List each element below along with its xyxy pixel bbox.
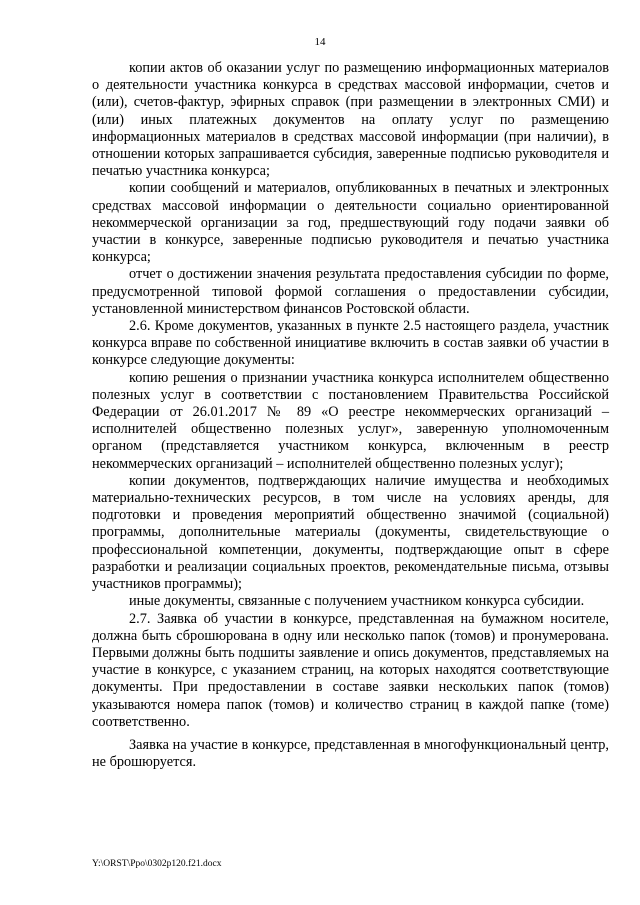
paragraph-service-acts: копии актов об оказании услуг по размещению информационных материалов о деятельности участника конкурса в средствах массовой информации, счетов и (или), счетов-фактур, эфирных справок (при размещении в электронных СМИ) и (или) иных платежных документов на оплату услуг по размещению информационных материалов в средствах массовой информации (при наличии), в отношении которых запрашивается субсидия, заверенные подписью руководителя и печатью участника конкурса; xyxy=(92,60,609,180)
document-body xyxy=(92,60,609,771)
page-number: 14 xyxy=(314,36,326,48)
paragraph-section-2-6: 2.6. Кроме документов, указанных в пункте 2.5 настоящего раздела, участник конкурса вправе по собственной инициативе включить в состав заявки об участии в конкурсе следующие документы: xyxy=(92,318,609,369)
paragraph-mfc-application: Заявка на участие в конкурсе, представленная в многофункциональный центр, не брошюруется. xyxy=(92,736,609,771)
paragraph-other-documents: иные документы, связанные с получением участником конкурса субсидии. xyxy=(129,593,585,610)
paragraph-result-report: отчет о достижении значения результата предоставления субсидии по форме, предусмотренной типовой формой соглашения о предоставлении субсидии, установленной министерством финансов Ростовской области. xyxy=(92,266,609,317)
paragraph-media-publications: копии сообщений и материалов, опубликованных в печатных и электронных средствах массовой информации о деятельности социально ориентированной некоммерческой организации за год, предшествующий году подачи заявки об участии в конкурсе, заверенные подписью руководителя и печатью участника конкурса; xyxy=(92,180,609,266)
footer-file-path: Y:\ORST\Ppo\0302p120.f21.docx xyxy=(92,859,222,869)
paragraph-public-services-decision: копию решения о признании участника конкурса исполнителем общественно полезных услуг в соответствии с постановлением Правительства Российской Федерации от 26.01.2017 № 89 «О реестре некоммерческих организаций – исполнителей общественно полезных услуг», заверенную уполномоченным органом (представляется участником конкурса, включенным в реестр некоммерческих организаций – исполнителей общественно полезных услуг); xyxy=(92,369,609,472)
paragraph-property-documents: копии документов, подтверждающих наличие имущества и необходимых материально-технических ресурсов, в том числе на условиях аренды, для подготовки и проведения мероприятий общественно значимой (социальной) программы, дополнительные материалы (документы, свидетельствующие о профессиональной компетенции, документы, подтверждающие опыт в сфере разработки и реализации социальных проектов, рекомендательные письма, отзывы участников программы); xyxy=(92,472,609,593)
paragraph-section-2-7: 2.7. Заявка об участии в конкурсе, представленная на бумажном носителе, должна быть сброшюрована в одну или несколько папок (томов) и пронумерована. Первыми должны быть подшиты заявление и опись документов, представляемых на участие в конкурсе, с указанием страниц, на которых находятся соответствующие документы. При предоставлении в составе заявки нескольких папок (томов) указываются номера папок (томов) и количество страниц в каждой папке (томе) соответственно. xyxy=(92,610,609,730)
